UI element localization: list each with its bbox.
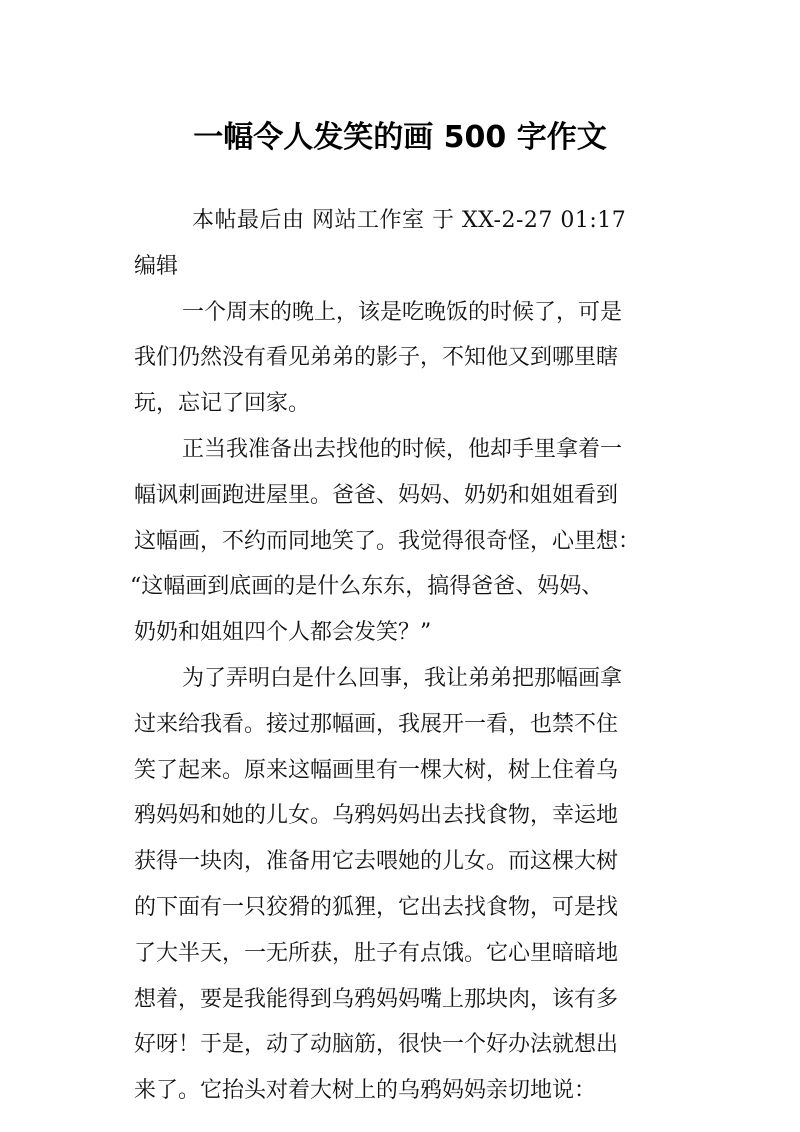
paragraph-line: 来了。它抬头对着大树上的乌鸦妈妈亲切地说： bbox=[134, 1078, 597, 1104]
paragraph-line: 好呀！于是，动了动脑筋，很快一个好办法就想出 bbox=[134, 1032, 619, 1058]
paragraph-line: 为了弄明白是什么回事，我让弟弟把那幅画拿 bbox=[182, 665, 623, 691]
paragraph-line: 玩，忘记了回家。 bbox=[134, 391, 311, 417]
paragraph-line: 的下面有一只狡猾的狐狸，它出去找食物，可是找 bbox=[134, 894, 619, 920]
paragraph-line: 一个周末的晚上，该是吃晚饭的时候了，可是 bbox=[182, 299, 623, 325]
paragraph-line: 想着，要是我能得到乌鸦妈妈嘴上那块肉，该有多 bbox=[134, 986, 619, 1012]
paragraph-line: 鸦妈妈和她的儿女。乌鸦妈妈出去找食物，幸运地 bbox=[134, 803, 619, 829]
paragraph-line: 获得一块肉，准备用它去喂她的儿女。而这棵大树 bbox=[134, 849, 619, 875]
paragraph-3 bbox=[134, 656, 674, 1114]
paragraph-line: 了大半天，一无所获，肚子有点饿。它心里暗暗地 bbox=[134, 940, 619, 966]
paragraph-line: 笑了起来。原来这幅画里有一棵大树，树上住着乌 bbox=[134, 757, 619, 783]
paragraph-line: “这幅画到底画的是什么东东，搞得爸爸、妈妈、 bbox=[130, 574, 604, 600]
document-title: 一幅令人发笑的画 500 字作文 bbox=[193, 120, 607, 156]
paragraph-2 bbox=[130, 427, 674, 656]
paragraph-line: 这幅画，不约而同地笑了。我觉得很奇怪，心里想： bbox=[134, 528, 641, 554]
document-body bbox=[130, 198, 674, 1114]
paragraph-line: 我们仍然没有看见弟弟的影子，不知他又到哪里瞎 bbox=[134, 345, 619, 371]
paragraph-line: 正当我准备出去找他的时候，他却手里拿着一 bbox=[182, 436, 623, 462]
paragraph-line: 过来给我看。接过那幅画，我展开一看，也禁不住 bbox=[134, 711, 619, 737]
post-edit-meta: 本帖最后由 网站工作室 于 XX-2-27 01:17 bbox=[192, 208, 627, 233]
paragraph-line: 幅讽刺画跑进屋里。爸爸、妈妈、奶奶和姐姐看到 bbox=[134, 482, 619, 508]
paragraph-line: 奶奶和姐姐四个人都会发笑？” bbox=[134, 620, 432, 646]
post-edit-meta-continued: 编辑 bbox=[134, 253, 179, 279]
paragraph-1 bbox=[134, 290, 674, 427]
